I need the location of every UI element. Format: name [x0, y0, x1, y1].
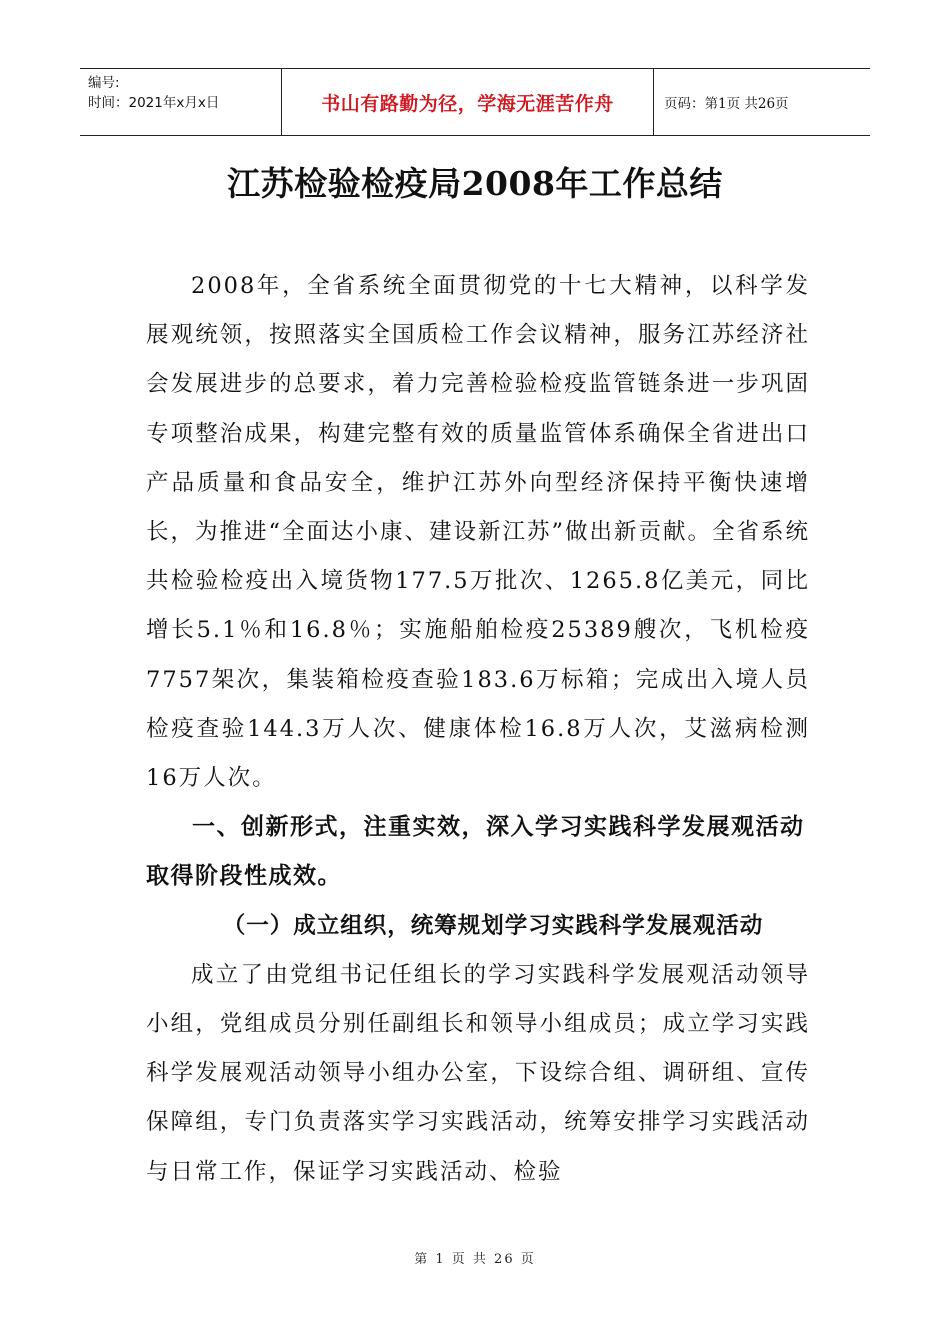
document-header — [80, 68, 870, 136]
header-motto: 书山有路勤为径，学海无涯苦作舟 — [282, 69, 654, 135]
document-time-label: 时间：2021年x月x日 — [88, 95, 220, 111]
section-heading: 一、创新形式，注重实效，深入学习实践科学发展观活动取得阶段性成效。 — [146, 814, 805, 890]
intro-paragraph: 2008年，全省系统全面贯彻党的十七大精神，以科学发展观统领，按照落实全国质检工作会议精神，服务江苏经济社会发展进步的总要求，着力完善检验检疫监管链条进一步巩固专项整治成果，构建完整有效的质量监管体系确保全省进出口产品质量和食品安全，维护江苏外向型经济保持平衡快速增长，为推进“全面达小康、建设新江苏”做出新贡献。全省系统共检验检疫出入境货物177.5万批次、1265.8亿美元，同比增长5.1％和16.8％；实施船舶检疫25389艘次，飞机检疫7757架次，集装箱检疫查验183.6万标箱；完成出入境人员检疫查验144.3万人次、健康体检16.8万人次，艾滋病检测16万人次。 — [146, 273, 811, 792]
header-page-info: 页码：第1页 共26页 — [664, 96, 789, 112]
document-body — [146, 262, 810, 1197]
page-footer: 第 1 页 共 26 页 — [414, 1252, 536, 1267]
subsection-paragraph: 成立了由党组书记任组长的学习实践科学发展观活动领导小组，党组成员分别任副组长和领导小组成员；成立学习实践科学发展观活动领导小组办公室，下设综合组、调研组、宣传保障组，专门负责落实学习实践活动，统筹安排学习实践活动与日常工作，保证学习实践活动、检验 — [146, 961, 810, 1185]
subsection-heading: （一）成立组织，统筹规划学习实践科学发展观活动 — [222, 912, 764, 939]
document-title: 江苏检验检疫局2008年工作总结 — [227, 164, 723, 203]
document-number-label: 编号: — [88, 75, 120, 91]
header-meta-cell — [80, 69, 282, 135]
